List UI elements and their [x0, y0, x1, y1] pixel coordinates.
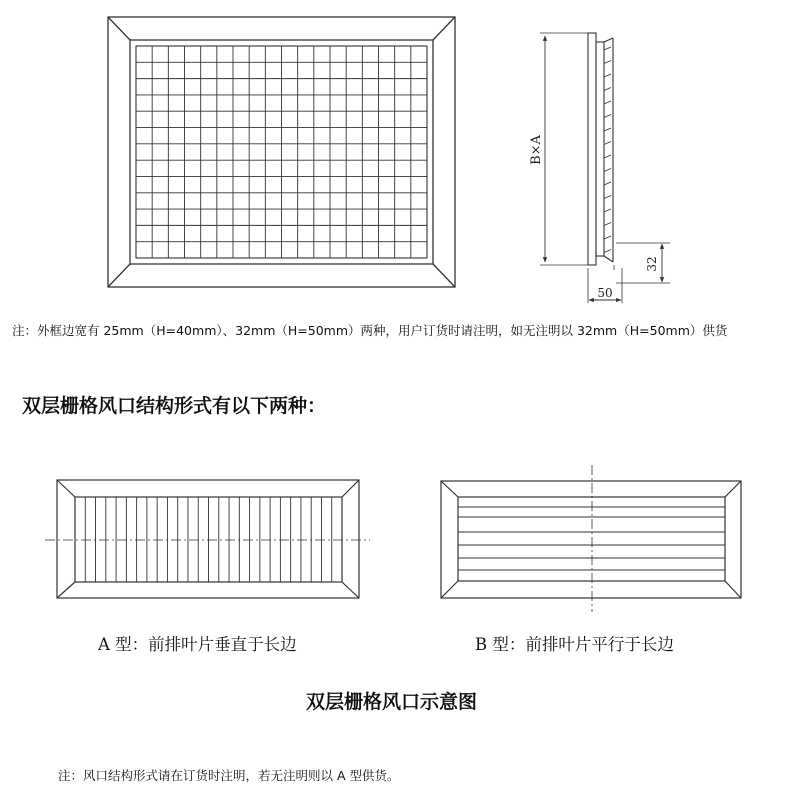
side-blade-tick — [604, 209, 611, 212]
depth-dimension-label: 50 — [597, 286, 613, 300]
side-blade-tick — [604, 142, 611, 145]
frame-width-note: 注：外框边宽有 25mm（H=40mm）、32mm（H=50mm）两种，用户订货时请注明，如无注明以 32mm（H=50mm）供货 — [12, 323, 728, 338]
side-blade-tick — [604, 115, 611, 118]
side-blade-ticks — [604, 47, 611, 253]
type-b-caption: B 型：前排叶片平行于长边 — [475, 635, 674, 654]
order-note: 注：风口结构形式请在订货时注明，若无注明则以 A 型供货。 — [58, 768, 400, 783]
side-blade-tick — [604, 128, 611, 131]
section-heading: 双层栅格风口结构形式有以下两种： — [22, 395, 327, 417]
type-a-caption: A 型：前排叶片垂直于长边 — [98, 635, 297, 654]
side-blade-tick — [604, 74, 611, 77]
type-a-view — [45, 480, 370, 598]
height-dimension-label: B×A — [529, 135, 544, 165]
side-blade-tick — [604, 61, 611, 64]
side-blade-tick — [604, 47, 611, 50]
side-blade-tick — [604, 223, 611, 226]
width-dimension-label: 32 — [645, 256, 659, 272]
side-blade-tick — [604, 169, 611, 172]
side-blade-tick — [604, 88, 611, 91]
type-b-horizontal-blades — [458, 507, 725, 570]
front-grid-lines — [136, 46, 427, 258]
type-a-vertical-blades — [85, 497, 331, 582]
side-blade-tick — [604, 196, 611, 199]
type-a-outer-frame — [57, 480, 359, 598]
type-b-inner-frame — [458, 497, 725, 581]
figure-title: 双层栅格风口示意图 — [306, 691, 478, 713]
front-view — [108, 17, 455, 287]
side-blade-tick — [604, 155, 611, 158]
side-blade-tick — [604, 182, 611, 185]
type-b-view — [441, 465, 741, 612]
side-blade-tick — [604, 250, 611, 253]
side-blade-tick — [604, 101, 611, 104]
side-blade-tick — [604, 236, 611, 239]
